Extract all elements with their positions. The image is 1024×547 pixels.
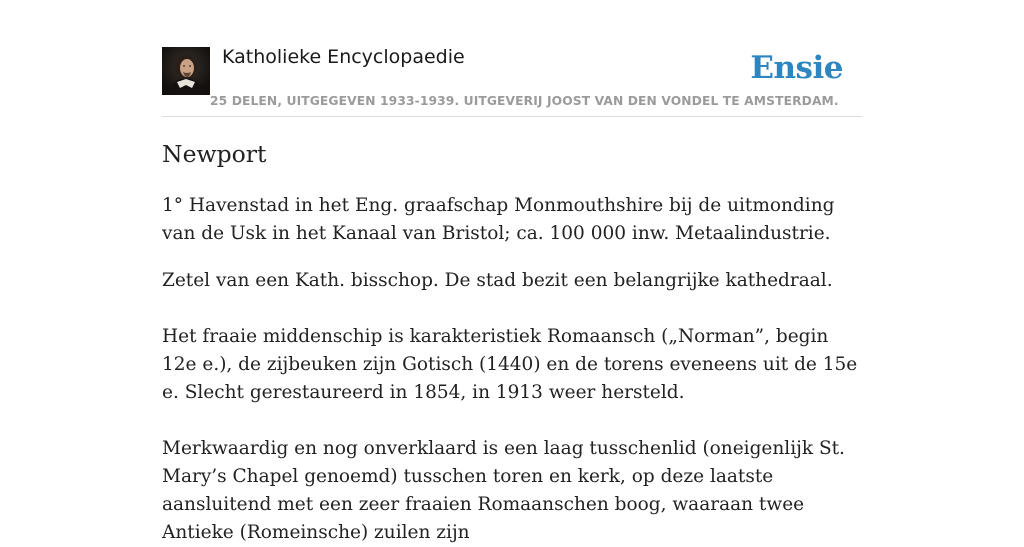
portrait-avatar-icon[interactable] (162, 47, 210, 95)
article (162, 138, 862, 547)
brand-logo[interactable]: Ensie (750, 50, 843, 86)
article-title: Newport (162, 140, 267, 168)
article-paragraph: Merkwaardig en nog onverklaard is een laag tusschenlid (oneigenlijk St. Mary’s Chapel genoemd) tusschen toren en kerk, op deze laatste aansluitend met een zeer fraaien Romaanschen boog, waaraan twee Antieke (Romeinsche) zuilen zijn (162, 438, 845, 543)
site-title[interactable]: Katholieke Encyclopaedie (222, 46, 465, 68)
site-subtitle: 25 DELEN, UITGEGEVEN 1933-1939. UITGEVERIJ JOOST VAN DEN VONDEL TE AMSTERDAM. (210, 94, 839, 108)
site-header (162, 44, 862, 117)
article-paragraph: 1° Havenstad in het Eng. graafschap Monmouthshire bij de uitmonding van de Usk in het Kanaal van Bristol; ca. 100 000 inw. Metaalindustrie. (162, 195, 835, 244)
article-paragraph: Zetel van een Kath. bisschop. De stad bezit een belangrijke kathedraal. (162, 270, 833, 291)
portrait-image (162, 47, 210, 95)
article-paragraph: Het fraaie middenschip is karakteristiek Romaansch („Norman”, begin 12e e.), de zijbeuken zijn Gotisch (1440) en de torens eveneens uit de 15e e. Slecht gerestaureerd in 1854, in 1913 weer hersteld. (162, 326, 858, 403)
